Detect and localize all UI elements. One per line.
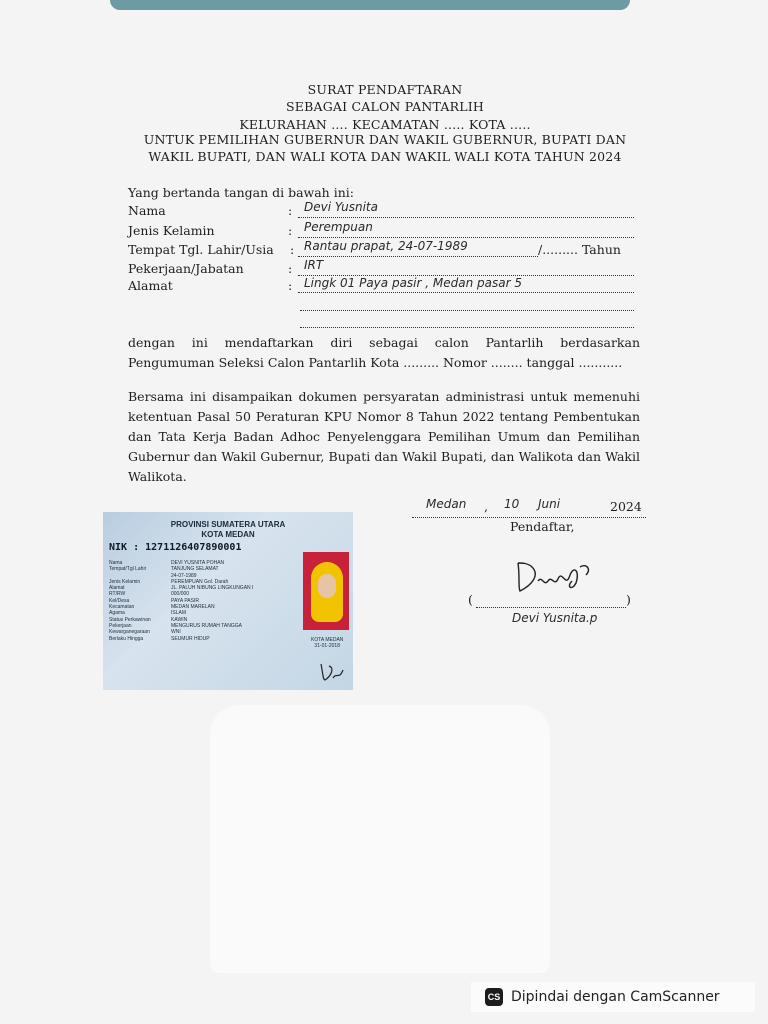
id-card-ktp — [103, 512, 353, 690]
paragraph-documents: Bersama ini disampaikan dokumen persyaratan administrasi untuk memenuhi ketentuan Pasal 50 Peraturan KPU Nomor 8 Tahun 2022 tentang Pembentukan dan Tata Kerja Badan Adhoc Penyelenggara Pemilihan Umum dan Pemilihan Gubernur dan Wakil Gubernur, Bupati dan Wakil Bupati, dan Walikota dan Wakil Walikota. — [128, 389, 640, 484]
ktp-issue-date: 31-01-2018 — [314, 643, 340, 649]
ktp-row-value: TANJUNG SELAMAT — [171, 566, 219, 573]
pekerjaan-label: Pekerjaan/Jabatan — [128, 261, 244, 276]
ktp-row-key: Pekerjaan — [109, 622, 132, 629]
ktp-nik-label: NIK — [109, 542, 128, 553]
nama-label: Nama — [128, 203, 166, 218]
ktp-row-value: DEVI YUSNITA POHAN — [171, 560, 225, 566]
pekerjaan-dotted-line — [298, 261, 634, 276]
ttl-colon: : — [290, 242, 295, 257]
sign-year: 2024 — [610, 499, 642, 514]
ktp-row-value: JL. PALUH NIBUNG LINGKUNGAN I — [171, 585, 254, 592]
pekerjaan-value: IRT — [304, 258, 324, 272]
alamat-dotted-line-3 — [300, 313, 634, 328]
sign-day: 10 — [504, 497, 520, 511]
ktp-nik-value: : 1271126407890001 — [133, 542, 242, 553]
ktp-row-key: Kel/Desa — [109, 597, 130, 604]
field-ttl — [128, 239, 640, 260]
title-line-1: SURAT PENDAFTARAN — [307, 82, 463, 97]
sign-role: Pendaftar, — [510, 519, 575, 534]
ktp-details — [109, 560, 253, 642]
ttl-suffix: /......... Tahun — [538, 242, 621, 257]
ktp-row-value: MEDAN MARELAN — [171, 604, 215, 611]
ttl-value: Rantau prapat, 24-07-1989 — [304, 239, 468, 253]
nama-value: Devi Yusnita — [304, 200, 378, 214]
alamat-colon: : — [288, 278, 293, 293]
ktp-row-value: KAWIN — [171, 616, 188, 623]
signature-scribble — [510, 557, 600, 597]
ktp-row-key: Alamat — [109, 585, 125, 592]
field-alamat — [128, 278, 640, 296]
sign-place: Medan — [426, 497, 467, 511]
ktp-row-key: Kecamatan — [109, 604, 135, 611]
sign-name-dotted-line — [476, 593, 626, 608]
camscanner-badge — [471, 982, 755, 1012]
ktp-city: KOTA MEDAN — [201, 530, 255, 539]
ktp-row-value: PEREMPUAN Gol. Darah — [171, 578, 229, 585]
ktp-row-value: SEUMUR HIDUP — [171, 635, 210, 642]
paragraph-registration: dengan ini mendaftarkan diri sebagai calon Pantarlih berdasarkan Pengumuman Seleksi Calon Pantarlih Kota ......... Nomor ........ tanggal ........... — [128, 335, 640, 370]
ttl-label: Tempat Tgl. Lahir/Usia — [128, 242, 274, 257]
ktp-nik — [109, 542, 241, 553]
sign-name-handwritten: Devi Yusnita.p — [512, 611, 598, 625]
camscanner-text: Dipindai dengan CamScanner — [511, 989, 720, 1005]
intro-text: Yang bertanda tangan di bawah ini: — [128, 185, 354, 200]
alamat-dotted-line-2 — [300, 296, 634, 311]
ktp-photo — [303, 552, 349, 630]
title-line-3: KELURAHAN .... KECAMATAN ..... KOTA ..... — [239, 117, 531, 132]
ktp-row-key: Berlaku Hingga — [109, 635, 144, 642]
ktp-row-key: Status Perkawinan — [109, 616, 151, 623]
signature-block: Medan , 10 Juni 2024 Pendaftar, ( ) Devi Yusnita.p — [410, 495, 660, 635]
ktp-row — [109, 636, 253, 642]
ktp-row-value: 000/000 — [171, 591, 190, 598]
title-line-2: SEBAGAI CALON PANTARLIH — [286, 99, 484, 114]
ktp-row-value: PAYA PASIR — [171, 597, 199, 604]
field-nama — [128, 200, 640, 221]
nama-colon: : — [288, 203, 293, 218]
ktp-row-value: WNI — [171, 629, 181, 636]
ktp-row-key: RT/RW — [109, 591, 126, 598]
pekerjaan-colon: : — [288, 261, 293, 276]
sign-paren-open: ( — [468, 592, 473, 607]
ktp-province: PROVINSI SUMATERA UTARA — [170, 520, 286, 529]
alamat-value: Lingk 01 Paya pasir , Medan pasar 5 — [304, 276, 522, 290]
ktp-row-key: Nama — [109, 560, 123, 566]
ktp-row-value: 24-07-1989 — [171, 572, 197, 579]
ktp-row-value: ISLAM — [171, 610, 187, 617]
jk-colon: : — [288, 223, 293, 238]
ktp-row-key: Jenis Kelamin — [109, 578, 141, 585]
sign-paren-close: ) — [626, 592, 631, 607]
camscanner-icon: CS — [485, 988, 503, 1006]
ktp-issue — [311, 637, 343, 649]
ktp-issue-city: KOTA MEDAN — [311, 637, 344, 643]
alamat-label: Alamat — [128, 278, 173, 293]
title-line-4: UNTUK PEMILIHAN GUBERNUR DAN WAKIL GUBERNUR, BUPATI DAN — [143, 132, 627, 147]
ktp-row-value: MENGURUS RUMAH TANGGA — [171, 622, 242, 629]
ktp-row-key: Kewarganegaraan — [109, 629, 150, 636]
ktp-signature-scribble — [317, 660, 347, 684]
title-line-5: WAKIL BUPATI, DAN WALI KOTA DAN WAKIL WALI KOTA TAHUN 2024 — [148, 149, 622, 164]
ktp-row-key: Tempat/Tgl Lahir — [109, 566, 147, 573]
blank-attachment-area — [210, 705, 550, 973]
ktp-row-key: Agama — [109, 610, 125, 617]
jk-label: Jenis Kelamin — [128, 223, 215, 238]
sign-month: Juni — [538, 497, 561, 511]
jk-value: Perempuan — [304, 220, 373, 234]
